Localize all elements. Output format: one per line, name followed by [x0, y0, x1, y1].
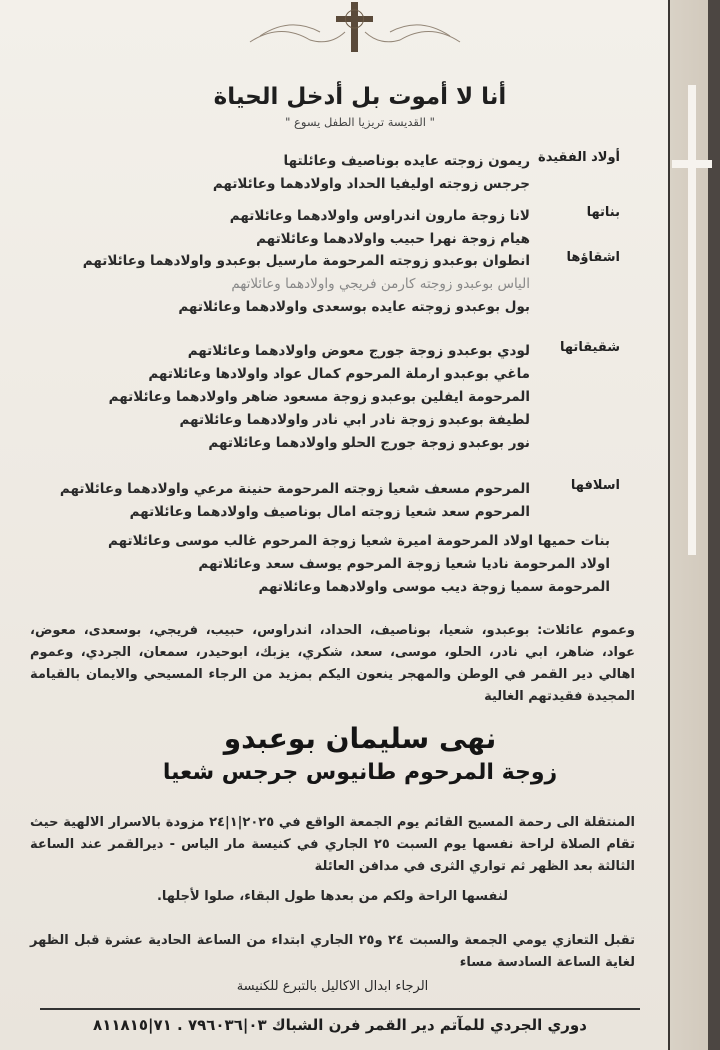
- group-line: انطوان بوعبدو زوجته المرحومة مارسيل بوعبدو واولادهما وعائلاتهم: [82, 253, 530, 269]
- group-label: اسلافها: [570, 478, 620, 493]
- group-line: اولاد المرحومة ناديا شعيا زوجة المرحوم يوسف سعد وعائلاتهم: [198, 556, 610, 572]
- group-lines: [213, 150, 530, 196]
- group-line: الياس بوعبدو زوجته كارمن فريجي واولادهما وعائلاتهم: [231, 276, 530, 292]
- group-line: بول بوعبدو زوجته عايده بوسعدى واولادهما وعائلاتهم: [178, 299, 530, 315]
- group-line: المرحومة سميا زوجة ديب موسى واولادهما وعائلاتهم: [258, 579, 610, 595]
- group-line: ريمون زوجته عايده بوناصيف وعائلتها: [283, 153, 530, 169]
- group-lines: [108, 530, 610, 599]
- group-line: لودي بوعبدو زوجة جورج معوض واولادهما وعائلاتهم: [187, 343, 530, 359]
- group-label: بناتها: [586, 205, 620, 220]
- group-line: المرحومة ايفلين بوعبدو زوجة مسعود ضاهر واولادهما وعائلاتهم: [108, 389, 530, 405]
- group-line: بنات حميها اولاد المرحومة اميرة شعيا زوجة المرحوم غالب موسى وعائلاتهم: [108, 533, 610, 549]
- group-line: المرحوم مسعف شعيا زوجته المرحومة حنينة مرعي واولادهما وعائلاتهم: [59, 481, 530, 497]
- condolences-paragraph: تقبل التعازي يومي الجمعة والسبت ٢٤ و٢٥ الجاري ابتداء من الساعة الحادية عشرة قبل الظهر لغاية الساعة السادسة مساء: [30, 933, 635, 970]
- group-lines: [109, 340, 530, 455]
- group-line: جرجس زوجته اوليفيا الحداد واولادهما وعائلاتهم: [212, 176, 530, 192]
- group-label: أولاد الفقيدة: [538, 150, 620, 165]
- group-line: نور بوعبدو زوجة جورج الحلو واولادهما وعائلاتهم: [208, 435, 530, 451]
- group-line: المرحوم سعد شعيا زوجته امال بوناصيف واولادهما وعائلاتهم: [129, 504, 530, 520]
- cross-emblem-icon: [240, 2, 470, 52]
- group-label: اشقاؤها: [566, 250, 620, 265]
- heading-title: أنا لا أموت بل أدخل الحياة: [213, 84, 507, 110]
- group-line: لطيفة بوعبدو زوجة نادر ابي نادر واولادهما وعائلاتهم: [179, 412, 530, 428]
- group-lines: [83, 250, 530, 319]
- group-lines: [60, 478, 530, 524]
- side-cross-icon: [688, 85, 696, 555]
- prayer-line: لنفسها الراحة ولكم من بعدها طول البقاء، صلوا لأجلها.: [156, 889, 509, 904]
- group-label: شقيقاتها: [559, 340, 620, 355]
- footer-divider: [40, 1008, 640, 1010]
- group-line: هيام زوجة نهرا حبيب واولادهما وعائلاتهم: [256, 231, 530, 247]
- group-line: لانا زوجة مارون اندراوس واولادهما وعائلاتهم: [229, 208, 530, 224]
- footer-funeral-home: دوري الجردي للمآتم دير القمر فرن الشباك ٠٣|٧٩٦٠٣٦ . ٧١|٨١١٨١٥: [93, 1016, 587, 1034]
- page-edge-shadow: [708, 0, 720, 1050]
- funeral-paragraph: المنتقلة الى رحمة المسيح القائم يوم الجمعة الواقع في ٢٠٢٥|١|٢٤ مزودة بالاسرار الالهية حيث تقام الصلاة لراحة نفسها يوم السبت ٢٥ الجاري في كنيسة مار الياس - ديرالقمر عند الساعة الثالثة بعد الظهر ثم تواري الثرى في مدافن العائلة: [30, 815, 636, 874]
- deceased-subtitle: زوجة المرحوم طانيوس جرجس شعيا: [162, 760, 558, 785]
- families-paragraph: وعموم عائلات: بوعبدو، شعيا، بوناصيف، الحداد، اندراوس، حبيب، فريجي، بوسعدى، معوض، عواد، ضاهر، ابي نادر، الحلو، موسى، سعد، شكري، يزبك، ابوحيدر، سمعان، الجردي، وعموم اهالي دير القمر في الوطن والمهجر ينعون اليكم بمزيد من الرجاء المسيحي والايمان بالقيامة المجيدة فقيدتهم الغالية: [30, 623, 635, 704]
- side-cross-bar: [672, 160, 712, 168]
- group-line: ماغي بوعبدو ارملة المرحوم كمال عواد واولادها وعائلاتهم: [148, 366, 530, 382]
- group-lines: [230, 205, 530, 251]
- wreath-request: الرجاء ابدال الاكاليل بالتبرع للكنيسة: [236, 979, 429, 994]
- heading-quote: " القديسة تريزيا الطفل يسوع ": [285, 115, 435, 129]
- deceased-name: نهى سليمان بوعبدو: [223, 722, 497, 755]
